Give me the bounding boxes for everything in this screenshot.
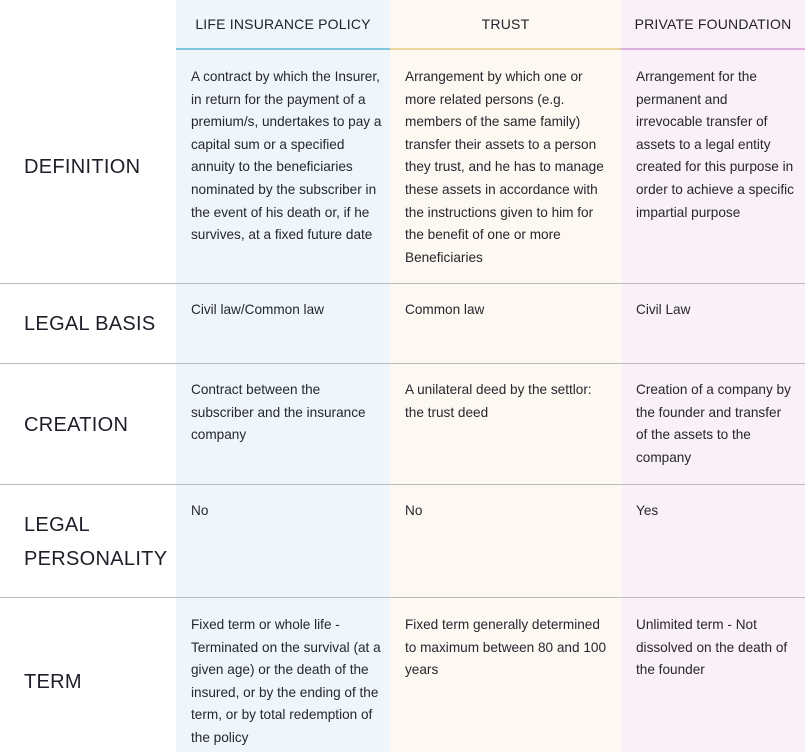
row-divider <box>0 363 805 364</box>
cell-definition-private-foundation: Arrangement for the permanent and irrevocable transfer of assets to a legal entity created for this purpose in order to achieve a specific impartial purpose <box>636 69 794 220</box>
cell-creation-life-insurance: Contract between the subscriber and the insurance company <box>191 382 366 443</box>
row-label-definition: DEFINITION <box>24 156 141 178</box>
cell-definition-life-insurance: A contract by which the Insurer, in return for the payment of a premium/s, undertakes to pay a capital sum or a specified annuity to the beneficiaries nominated by the subscriber in the event of his death or, if he survives, at a fixed future date <box>191 69 382 243</box>
column-header-life-insurance: LIFE INSURANCE POLICY <box>176 0 390 50</box>
cell-legal-personality-trust: No <box>405 503 423 518</box>
cell-creation-private-foundation: Creation of a company by the founder and transfer of the assets to the company <box>636 382 791 465</box>
cell-definition-trust: Arrangement by which one or more related persons (e.g. members of the same family) transfer their assets to a person they trust, and he has to manage these assets in accordance with the instructions given to him for the benefit of one or more Beneficiaries <box>405 69 604 265</box>
row-divider <box>0 283 805 284</box>
cell-creation-trust: A unilateral deed by the settlor: the trust deed <box>405 382 592 420</box>
cell-term-trust: Fixed term generally determined to maximum between 80 and 100 years <box>405 617 607 678</box>
row-label-legal-personality: LEGAL PERSONALITY <box>24 514 168 570</box>
cell-term-life-insurance: Fixed term or whole life - Terminated on the survival (at a given age) or the death of the insured, or by the ending of the term, or by total redemption of the policy <box>191 617 381 745</box>
cell-legal-basis-private-foundation: Civil Law <box>636 302 691 317</box>
row-divider <box>0 484 805 485</box>
row-divider <box>0 597 805 598</box>
column-header-trust: TRUST <box>390 0 621 50</box>
cell-legal-basis-life-insurance: Civil law/Common law <box>191 302 324 317</box>
row-label-legal-basis: LEGAL BASIS <box>24 313 156 335</box>
cell-legal-basis-trust: Common law <box>405 302 485 317</box>
column-header-private-foundation: PRIVATE FOUNDATION <box>621 0 805 50</box>
row-label-term: TERM <box>24 671 82 693</box>
cell-term-private-foundation: Unlimited term - Not dissolved on the death of the founder <box>636 617 788 678</box>
cell-legal-personality-life-insurance: No <box>191 503 209 518</box>
cell-legal-personality-private-foundation: Yes <box>636 503 659 518</box>
row-label-creation: CREATION <box>24 414 129 436</box>
